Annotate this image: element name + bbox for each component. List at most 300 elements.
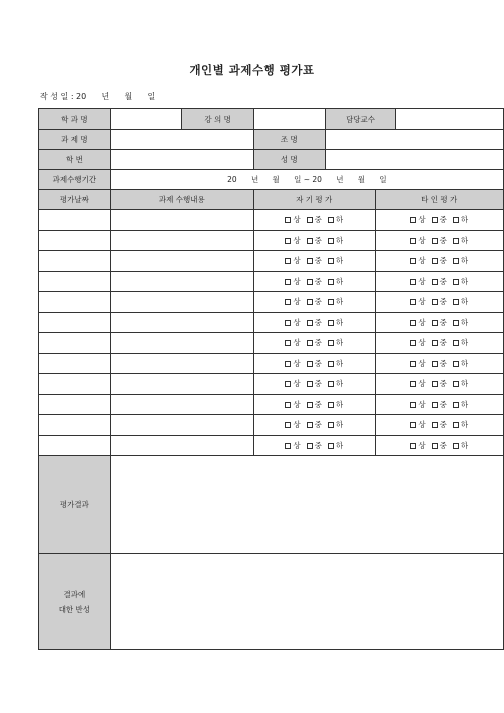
rating-option[interactable]	[410, 256, 425, 265]
rating-option[interactable]	[307, 441, 322, 450]
self-eval-cell	[253, 292, 375, 313]
eval-date-cell[interactable]	[39, 251, 111, 272]
rating-row	[39, 251, 504, 272]
checkbox-icon[interactable]	[307, 320, 313, 326]
peer-eval-cell	[375, 312, 504, 333]
checkbox-icon[interactable]	[410, 320, 416, 326]
rating-option-label: 하	[460, 297, 469, 307]
form-title: 개인별 과제수행 평가표	[189, 63, 315, 77]
result-label: 평가결과	[39, 456, 111, 554]
rating-option-label: 상	[418, 256, 426, 266]
rating-option-label: 상	[418, 379, 426, 389]
rating-option[interactable]	[410, 359, 425, 368]
checkbox-icon[interactable]	[285, 443, 291, 449]
name-label: 성 명	[253, 150, 325, 170]
rating-option-label: 상	[418, 215, 426, 225]
rating-option[interactable]	[453, 277, 468, 286]
rating-option-label: 중	[439, 440, 447, 450]
checkbox-icon[interactable]	[453, 258, 459, 264]
checkbox-icon[interactable]	[410, 402, 416, 408]
checkbox-icon[interactable]	[285, 279, 291, 285]
rating-row	[39, 312, 504, 333]
rating-option-label: 하	[335, 276, 344, 286]
rating-option-label: 중	[439, 235, 447, 245]
task-content-cell[interactable]	[110, 394, 253, 415]
checkbox-icon[interactable]	[307, 422, 313, 428]
row-dept	[39, 109, 504, 130]
checkbox-icon[interactable]	[307, 279, 313, 285]
checkbox-icon[interactable]	[328, 217, 334, 223]
rating-option[interactable]	[328, 236, 343, 245]
rating-option-label: 하	[335, 338, 344, 348]
rating-option-label: 상	[418, 338, 426, 348]
rating-option-label: 중	[314, 297, 322, 307]
rating-option[interactable]	[432, 441, 447, 450]
checkbox-icon[interactable]	[432, 381, 438, 387]
rating-option[interactable]	[410, 318, 425, 327]
period-field[interactable]: 20 년 월 일 ~ 20 년 월 일	[110, 170, 503, 190]
rating-row	[39, 333, 504, 354]
checkbox-icon[interactable]	[285, 422, 291, 428]
checkbox-icon[interactable]	[328, 443, 334, 449]
rating-option[interactable]	[432, 420, 447, 429]
peer-eval-cell	[375, 271, 504, 292]
rating-option-label: 중	[439, 276, 447, 286]
rating-row	[39, 271, 504, 292]
rating-option-label: 중	[314, 358, 322, 368]
eval-date-cell[interactable]	[39, 292, 111, 313]
rating-option[interactable]	[453, 215, 468, 224]
checkbox-icon[interactable]	[328, 422, 334, 428]
eval-date-cell[interactable]	[39, 374, 111, 395]
rating-row	[39, 292, 504, 313]
rating-option[interactable]	[307, 236, 322, 245]
task-content-cell[interactable]	[110, 333, 253, 354]
rating-option[interactable]	[307, 256, 322, 265]
checkbox-icon[interactable]	[410, 258, 416, 264]
checkbox-icon[interactable]	[453, 402, 459, 408]
rating-option-label: 중	[314, 440, 322, 450]
rating-option-label: 중	[314, 235, 322, 245]
checkbox-icon[interactable]	[328, 238, 334, 244]
rating-option-label: 상	[293, 399, 301, 409]
rating-option[interactable]	[285, 215, 300, 224]
checkbox-icon[interactable]	[307, 258, 313, 264]
rating-option-label: 상	[293, 379, 301, 389]
rating-option[interactable]	[328, 400, 343, 409]
rating-option[interactable]	[410, 277, 425, 286]
checkbox-icon[interactable]	[307, 381, 313, 387]
row-project	[39, 130, 504, 150]
checkbox-icon[interactable]	[410, 238, 416, 244]
rating-option[interactable]	[453, 441, 468, 450]
self-eval-cell	[253, 210, 375, 231]
rating-option[interactable]	[285, 379, 300, 388]
self-eval-cell	[253, 374, 375, 395]
rating-option-label: 하	[460, 338, 469, 348]
rating-option-label: 중	[314, 420, 322, 430]
rating-option[interactable]	[453, 379, 468, 388]
rating-option-label: 상	[418, 440, 426, 450]
rating-option-label: 상	[293, 440, 301, 450]
rating-option[interactable]	[432, 379, 447, 388]
eval-date-header: 평가날짜	[39, 190, 111, 210]
dept-label: 학 과 명	[39, 109, 111, 130]
rating-option[interactable]	[453, 236, 468, 245]
rating-option-label: 중	[439, 379, 447, 389]
row-period	[39, 170, 504, 190]
rating-option-label: 하	[460, 276, 469, 286]
rating-option-label: 상	[293, 338, 301, 348]
row-header	[39, 190, 504, 210]
rating-option[interactable]	[410, 236, 425, 245]
self-eval-cell	[253, 312, 375, 333]
checkbox-icon[interactable]	[307, 361, 313, 367]
checkbox-icon[interactable]	[432, 217, 438, 223]
checkbox-icon[interactable]	[285, 258, 291, 264]
rating-option-label: 하	[335, 399, 344, 409]
task-content-cell[interactable]	[110, 210, 253, 231]
task-content-cell[interactable]	[110, 230, 253, 251]
rating-option-label: 하	[335, 297, 344, 307]
checkbox-icon[interactable]	[432, 258, 438, 264]
rating-option-label: 중	[439, 317, 447, 327]
rating-option-label: 중	[439, 256, 447, 266]
eval-date-cell[interactable]	[39, 312, 111, 333]
reflection-label-line1: 결과에	[63, 589, 86, 599]
rating-option-label: 중	[439, 297, 447, 307]
peer-eval-header: 타 인 평 가	[375, 190, 504, 210]
task-content-header: 과제 수행내용	[110, 190, 253, 210]
self-eval-header: 자 기 평 가	[253, 190, 375, 210]
rating-row	[39, 435, 504, 456]
rating-option[interactable]	[432, 318, 447, 327]
checkbox-icon[interactable]	[453, 381, 459, 387]
rating-option[interactable]	[453, 318, 468, 327]
self-eval-cell	[253, 271, 375, 292]
self-eval-cell	[253, 353, 375, 374]
rating-option-label: 상	[418, 399, 426, 409]
eval-date-cell[interactable]	[39, 353, 111, 374]
rating-option-label: 상	[293, 276, 301, 286]
checkbox-icon[interactable]	[328, 402, 334, 408]
rating-option[interactable]	[410, 297, 425, 306]
checkbox-icon[interactable]	[328, 279, 334, 285]
checkbox-icon[interactable]	[410, 340, 416, 346]
checkbox-icon[interactable]	[328, 340, 334, 346]
self-eval-cell	[253, 415, 375, 436]
checkbox-icon[interactable]	[453, 238, 459, 244]
checkbox-icon[interactable]	[432, 238, 438, 244]
checkbox-icon[interactable]	[307, 340, 313, 346]
rating-option-label: 상	[418, 276, 426, 286]
peer-eval-cell	[375, 435, 504, 456]
rating-option[interactable]	[285, 338, 300, 347]
task-content-cell[interactable]	[110, 353, 253, 374]
rating-option[interactable]	[328, 338, 343, 347]
peer-eval-cell	[375, 353, 504, 374]
rating-option-label: 하	[335, 379, 344, 389]
rating-option[interactable]	[285, 318, 300, 327]
task-content-cell[interactable]	[110, 271, 253, 292]
reflection-row	[39, 554, 504, 650]
row-student	[39, 150, 504, 170]
rating-option[interactable]	[285, 297, 300, 306]
rating-option[interactable]	[432, 338, 447, 347]
self-eval-cell	[253, 333, 375, 354]
rating-row	[39, 394, 504, 415]
eval-date-cell[interactable]	[39, 230, 111, 251]
self-eval-cell	[253, 394, 375, 415]
rating-option-label: 중	[314, 399, 322, 409]
checkbox-icon[interactable]	[453, 299, 459, 305]
rating-option-label: 상	[418, 420, 426, 430]
peer-eval-cell	[375, 333, 504, 354]
reflection-field[interactable]	[110, 554, 503, 650]
checkbox-icon[interactable]	[453, 361, 459, 367]
checkbox-icon[interactable]	[328, 320, 334, 326]
eval-date-cell[interactable]	[39, 435, 111, 456]
rating-option[interactable]	[307, 338, 322, 347]
rating-option[interactable]	[307, 297, 322, 306]
rating-option-label: 중	[439, 338, 447, 348]
rating-option-label: 중	[439, 399, 447, 409]
rating-option-label: 하	[335, 256, 344, 266]
student-id-label: 학 번	[39, 150, 111, 170]
rating-option[interactable]	[432, 297, 447, 306]
self-eval-cell	[253, 435, 375, 456]
checkbox-icon[interactable]	[432, 279, 438, 285]
rating-option[interactable]	[328, 215, 343, 224]
rating-option[interactable]	[410, 400, 425, 409]
eval-date-cell[interactable]	[39, 333, 111, 354]
checkbox-icon[interactable]	[410, 279, 416, 285]
checkbox-icon[interactable]	[285, 299, 291, 305]
rating-option-label: 하	[335, 317, 344, 327]
rating-option-label: 상	[418, 297, 426, 307]
rating-option[interactable]	[328, 277, 343, 286]
rating-option-label: 상	[293, 297, 301, 307]
self-eval-cell	[253, 251, 375, 272]
rating-option[interactable]	[453, 338, 468, 347]
checkbox-icon[interactable]	[432, 340, 438, 346]
rating-option[interactable]	[410, 215, 425, 224]
checkbox-icon[interactable]	[328, 299, 334, 305]
rating-option[interactable]	[285, 277, 300, 286]
rating-option-label: 하	[335, 235, 344, 245]
lecture-field[interactable]	[253, 109, 325, 130]
peer-eval-cell	[375, 374, 504, 395]
checkbox-icon[interactable]	[432, 320, 438, 326]
team-field[interactable]	[325, 130, 503, 150]
checkbox-icon[interactable]	[453, 217, 459, 223]
checkbox-icon[interactable]	[285, 217, 291, 223]
dept-field[interactable]	[110, 109, 182, 130]
checkbox-icon[interactable]	[453, 443, 459, 449]
rating-option-label: 하	[460, 215, 469, 225]
checkbox-icon[interactable]	[410, 361, 416, 367]
checkbox-icon[interactable]	[307, 217, 313, 223]
rating-option[interactable]	[328, 379, 343, 388]
rating-option-label: 중	[314, 317, 322, 327]
rating-option-label: 상	[418, 235, 426, 245]
checkbox-icon[interactable]	[285, 320, 291, 326]
checkbox-icon[interactable]	[285, 340, 291, 346]
rating-option-label: 중	[314, 379, 322, 389]
checkbox-icon[interactable]	[307, 238, 313, 244]
reflection-label-line2: 대한 반성	[58, 604, 91, 614]
peer-eval-cell	[375, 415, 504, 436]
task-content-cell[interactable]	[110, 374, 253, 395]
rating-option[interactable]	[307, 400, 322, 409]
checkbox-icon[interactable]	[410, 422, 416, 428]
task-content-cell[interactable]	[110, 251, 253, 272]
task-content-cell[interactable]	[110, 292, 253, 313]
rating-option-label: 상	[293, 215, 301, 225]
rating-option-label: 하	[460, 235, 469, 245]
rating-option-label: 상	[418, 317, 426, 327]
rating-option[interactable]	[285, 420, 300, 429]
rating-option-label: 하	[460, 256, 469, 266]
checkbox-icon[interactable]	[410, 217, 416, 223]
peer-eval-cell	[375, 251, 504, 272]
rating-option[interactable]	[328, 297, 343, 306]
rating-option-label: 하	[460, 317, 469, 327]
checkbox-icon[interactable]	[285, 381, 291, 387]
rating-option[interactable]	[307, 215, 322, 224]
rating-row	[39, 230, 504, 251]
rating-option[interactable]	[285, 236, 300, 245]
checkbox-icon[interactable]	[453, 422, 459, 428]
rating-option[interactable]	[285, 256, 300, 265]
eval-date-cell[interactable]	[39, 210, 111, 231]
checkbox-icon[interactable]	[328, 361, 334, 367]
rating-option[interactable]	[432, 215, 447, 224]
checkbox-icon[interactable]	[432, 299, 438, 305]
task-content-cell[interactable]	[110, 312, 253, 333]
rating-option-label: 중	[314, 276, 322, 286]
rating-option[interactable]	[410, 441, 425, 450]
rating-option[interactable]	[410, 420, 425, 429]
rating-option-label: 중	[439, 420, 447, 430]
rating-option[interactable]	[432, 400, 447, 409]
written-date-line: 작 성 일 : 20 년 월 일	[40, 92, 156, 101]
checkbox-icon[interactable]	[432, 402, 438, 408]
checkbox-icon[interactable]	[410, 443, 416, 449]
eval-date-cell[interactable]	[39, 394, 111, 415]
rating-option-label: 상	[293, 256, 301, 266]
checkbox-icon[interactable]	[285, 402, 291, 408]
rating-option[interactable]	[410, 379, 425, 388]
rating-row	[39, 415, 504, 436]
rating-option-label: 상	[293, 235, 301, 245]
checkbox-icon[interactable]	[432, 361, 438, 367]
rating-option[interactable]	[307, 277, 322, 286]
rating-option[interactable]	[453, 297, 468, 306]
rating-option[interactable]	[328, 420, 343, 429]
rating-option[interactable]	[453, 359, 468, 368]
rating-option[interactable]	[285, 441, 300, 450]
rating-option[interactable]	[307, 379, 322, 388]
rating-option[interactable]	[432, 359, 447, 368]
rating-option-label: 상	[293, 420, 301, 430]
eval-date-cell[interactable]	[39, 271, 111, 292]
team-label: 조 명	[253, 130, 325, 150]
rating-option-label: 하	[335, 215, 344, 225]
eval-date-cell[interactable]	[39, 415, 111, 436]
rating-option[interactable]	[285, 359, 300, 368]
peer-eval-cell	[375, 292, 504, 313]
checkbox-icon[interactable]	[432, 443, 438, 449]
rating-option-label: 하	[335, 420, 344, 430]
rating-option[interactable]	[410, 338, 425, 347]
result-field[interactable]	[110, 456, 503, 554]
rating-option-label: 중	[439, 215, 447, 225]
project-field[interactable]	[110, 130, 253, 150]
checkbox-icon[interactable]	[328, 258, 334, 264]
rating-option-label: 하	[460, 379, 469, 389]
rating-option[interactable]	[432, 236, 447, 245]
rating-option-label: 하	[335, 358, 344, 368]
rating-option-label: 상	[293, 358, 301, 368]
checkbox-icon[interactable]	[453, 340, 459, 346]
rating-option-label: 하	[460, 440, 469, 450]
checkbox-icon[interactable]	[307, 443, 313, 449]
checkbox-icon[interactable]	[328, 381, 334, 387]
rating-option[interactable]	[453, 256, 468, 265]
rating-option[interactable]	[328, 441, 343, 450]
rating-option[interactable]	[453, 420, 468, 429]
student-id-field[interactable]	[110, 150, 253, 170]
rating-option[interactable]	[285, 400, 300, 409]
rating-option[interactable]	[432, 277, 447, 286]
checkbox-icon[interactable]	[432, 422, 438, 428]
checkbox-icon[interactable]	[285, 238, 291, 244]
peer-eval-cell	[375, 394, 504, 415]
rating-row	[39, 374, 504, 395]
checkbox-icon[interactable]	[410, 381, 416, 387]
checkbox-icon[interactable]	[453, 320, 459, 326]
rating-option[interactable]	[307, 318, 322, 327]
checkbox-icon[interactable]	[453, 279, 459, 285]
rating-option-label: 중	[314, 215, 322, 225]
peer-eval-cell	[375, 230, 504, 251]
rating-option-label: 상	[418, 358, 426, 368]
professor-field[interactable]	[396, 109, 504, 130]
rating-option[interactable]	[307, 420, 322, 429]
self-eval-cell	[253, 230, 375, 251]
rating-option[interactable]	[328, 359, 343, 368]
rating-option[interactable]	[307, 359, 322, 368]
name-field[interactable]	[325, 150, 503, 170]
task-content-cell[interactable]	[110, 435, 253, 456]
lecture-label: 강 의 명	[182, 109, 254, 130]
checkbox-icon[interactable]	[285, 361, 291, 367]
evaluation-table	[38, 108, 504, 650]
checkbox-icon[interactable]	[307, 299, 313, 305]
rating-option-label: 하	[460, 420, 469, 430]
rating-option[interactable]	[453, 400, 468, 409]
rating-option[interactable]	[328, 256, 343, 265]
rating-option[interactable]	[432, 256, 447, 265]
rating-option-label: 하	[460, 399, 469, 409]
rating-option[interactable]	[328, 318, 343, 327]
rating-row	[39, 210, 504, 231]
rating-row	[39, 353, 504, 374]
task-content-cell[interactable]	[110, 415, 253, 436]
checkbox-icon[interactable]	[410, 299, 416, 305]
checkbox-icon[interactable]	[307, 402, 313, 408]
